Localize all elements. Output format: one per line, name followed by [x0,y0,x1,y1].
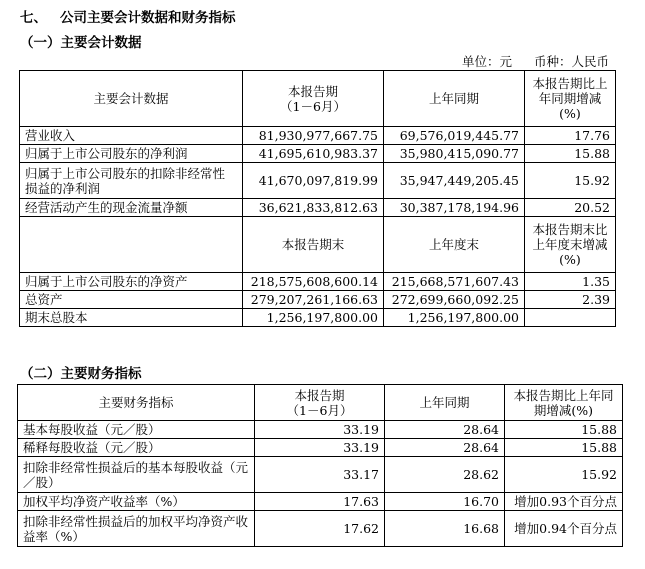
value-cell: 35,947,449,205.45 [384,163,525,199]
table-header-row [20,71,616,127]
value-cell: 2.39 [525,291,616,309]
unit-label: 单位：元 [461,54,512,69]
unit-line [462,52,609,70]
table-row [20,273,616,291]
value-cell: 15.88 [525,145,616,163]
row-label: 扣除非经常性损益后的基本每股收益（元／股） [18,457,255,493]
subsection-title-accounting-data: （一）主要会计数据 [20,35,142,51]
value-cell: 33.19 [255,421,385,439]
header-cell: 上年同期 [385,385,505,421]
table-row [18,421,623,439]
value-cell: 28.64 [385,421,505,439]
value-cell: 33.17 [255,457,385,493]
section-title-text: 公司主要会计数据和财务指标 [60,10,236,26]
header-cell: 本报告期 （1－6月） [243,71,384,127]
value-cell: 1,256,197,800.00 [243,309,384,327]
value-cell [525,309,616,327]
row-label: 基本每股收益（元／股） [18,421,255,439]
header-cell: 本报告期 （1－6月） [255,385,385,421]
value-cell: 272,699,660,092.25 [384,291,525,309]
header-cell: 本报告期末比上年度末增减(%) [525,217,616,273]
row-label: 期末总股本 [20,309,243,327]
table-row [20,199,616,217]
header-cell: 本报告期比上年同期增减(%) [505,385,623,421]
value-cell: 16.70 [385,493,505,511]
table-row [18,511,623,547]
section-number: 七、 [20,10,47,26]
value-cell: 增加0.94个百分点 [505,511,623,547]
value-cell: 增加0.93个百分点 [505,493,623,511]
table-row [18,439,623,457]
value-cell: 16.68 [385,511,505,547]
value-cell: 218,575,608,600.14 [243,273,384,291]
row-label: 归属于上市公司股东的扣除非经常性损益的净利润 [20,163,243,199]
header-cell: 主要会计数据 [20,71,243,127]
value-cell: 17.63 [255,493,385,511]
value-cell: 215,668,571,607.43 [384,273,525,291]
value-cell: 69,576,019,445.77 [384,127,525,145]
row-label: 扣除非经常性损益后的加权平均净资产收益率（%） [18,511,255,547]
value-cell: 35,980,415,090.77 [384,145,525,163]
table-row [20,309,616,327]
financial-indicators-table [17,384,623,547]
value-cell: 279,207,261,166.63 [243,291,384,309]
value-cell: 17.76 [525,127,616,145]
table-subheader-row [20,217,616,273]
value-cell: 20.52 [525,199,616,217]
value-cell: 17.62 [255,511,385,547]
table-row [20,291,616,309]
header-cell [20,217,243,273]
header-cell: 上年同期 [384,71,525,127]
value-cell: 41,695,610,983.37 [243,145,384,163]
table-row [20,127,616,145]
value-cell: 33.19 [255,439,385,457]
section-title [20,6,236,26]
accounting-data-table [19,70,616,327]
row-label: 加权平均净资产收益率（%） [18,493,255,511]
row-label: 稀释每股收益（元／股） [18,439,255,457]
value-cell: 28.64 [385,439,505,457]
header-cell: 上年度末 [384,217,525,273]
header-cell: 本报告期比上年同期增减(%) [525,71,616,127]
value-cell: 15.88 [505,439,623,457]
value-cell: 28.62 [385,457,505,493]
row-label: 总资产 [20,291,243,309]
row-label: 归属于上市公司股东的净资产 [20,273,243,291]
value-cell: 15.92 [525,163,616,199]
header-cell: 本报告期末 [243,217,384,273]
row-label: 经营活动产生的现金流量净额 [20,199,243,217]
header-cell: 主要财务指标 [18,385,255,421]
subsection-title-financial-indicators: （二）主要财务指标 [20,366,142,382]
value-cell: 41,670,097,819.99 [243,163,384,199]
table-row [20,145,616,163]
value-cell: 1.35 [525,273,616,291]
table-row [18,457,623,493]
value-cell: 15.92 [505,457,623,493]
value-cell: 36,621,833,812.63 [243,199,384,217]
value-cell: 1,256,197,800.00 [384,309,525,327]
table-row [18,493,623,511]
row-label: 营业收入 [20,127,243,145]
row-label: 归属于上市公司股东的净利润 [20,145,243,163]
value-cell: 15.88 [505,421,623,439]
table-header-row [18,385,623,421]
currency-label: 币种：人民币 [533,54,609,69]
value-cell: 30,387,178,194.96 [384,199,525,217]
value-cell: 81,930,977,667.75 [243,127,384,145]
table-row [20,163,616,199]
